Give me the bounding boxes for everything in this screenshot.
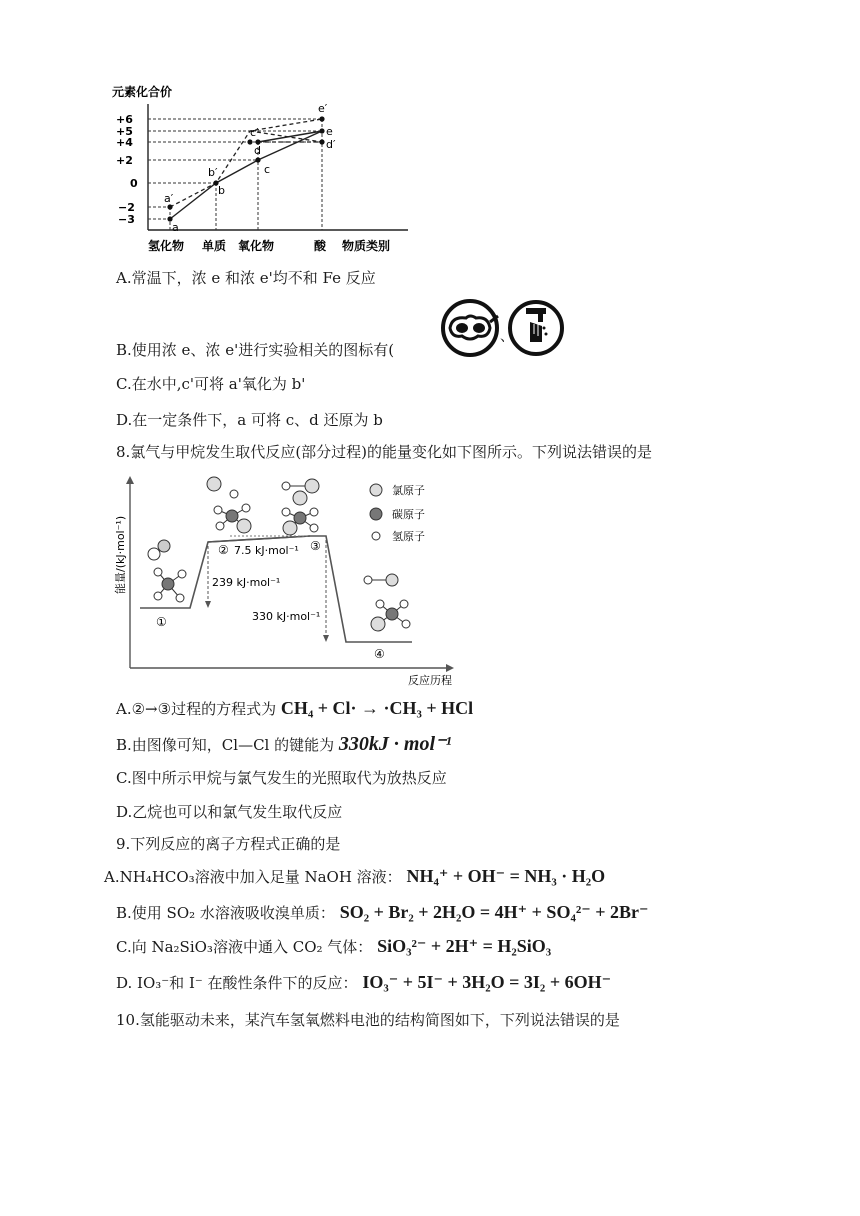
goggles-icon [438, 298, 502, 358]
state-label: ④ [374, 647, 385, 661]
x-tick: 氢化物 [148, 239, 185, 253]
q9-option-c-formula: SiO₃²⁻ + 2H⁺ = H₂SiO₃ [377, 936, 552, 956]
x-tick: 单质 [202, 239, 227, 253]
q9-option-d-formula: IO₃⁻ + 5I⁻ + 3H₂O = 3I₂ + 6OH⁻ [362, 972, 612, 992]
energy-profile-diagram [110, 474, 470, 688]
legend [370, 483, 425, 543]
q8-option-b-formula: 330kJ · mol⁻¹ [338, 733, 452, 755]
q9-option-d [116, 972, 611, 993]
q7-option-b: B.使用浓 e、浓 e'进行实验相关的图标有( [116, 341, 395, 359]
x-axis-title: 反应历程 [408, 674, 452, 687]
energy-label: 7.5 kJ·mol⁻¹ [234, 544, 299, 557]
q8-option-c: C.图中所示甲烷与氯气发生的光照取代为放热反应 [116, 769, 447, 787]
y-axis-title: 能量/(kJ·mol⁻¹) [114, 515, 127, 594]
point-label: a [172, 221, 179, 234]
q8-stem: 8.氯气与甲烷发生取代反应(部分过程)的能量变化如下图所示。下列说法错误的是 [116, 443, 653, 461]
q9-option-b-text: B.使用 SO₂ 水溶液吸收溴单质： [116, 904, 335, 922]
q9-option-a [104, 866, 605, 887]
state-label: ② [218, 543, 229, 557]
legend-item: 碳原子 [392, 508, 425, 521]
q9-option-c-text: C.向 Na₂SiO₃溶液中通入 CO₂ 气体： [116, 938, 373, 956]
y-tick: −3 [118, 213, 135, 226]
point-label: b [218, 184, 225, 197]
q8-option-a-formula: CH₄ + Cl· → ·CH₃ + HCl [280, 698, 474, 718]
point-label: d′ [326, 138, 336, 151]
q7-option-a: A.常温下，浓 e 和浓 e'均不和 Fe 反应 [116, 269, 376, 287]
q8-option-b [116, 734, 452, 755]
x-tick: 酸 [314, 239, 327, 253]
point-label: a′ [164, 192, 174, 205]
point-label: b′ [208, 166, 218, 179]
y-tick: 0 [130, 177, 138, 190]
q9-option-b-formula: SO₂ + Br₂ + 2H₂O = 4H⁺ + SO₄²⁻ + 2Br⁻ [339, 902, 649, 922]
q7-option-d: D.在一定条件下，a 可将 c、d 还原为 b [116, 411, 383, 429]
icon-separator: 、 [500, 329, 514, 345]
q9-option-a-formula: NH₄⁺ + OH⁻ = NH₃ · H₂O [406, 866, 606, 886]
q10-stem: 10.氢能驱动未来，某汽车氢氧燃料电池的结构简图如下，下列说法错误的是 [116, 1011, 620, 1029]
q9-option-b [116, 902, 649, 923]
q8-option-d: D.乙烷也可以和氯气发生取代反应 [116, 803, 343, 821]
state-label: ③ [310, 539, 321, 553]
q7-option-c: C.在水中,c'可将 a'氧化为 b' [116, 375, 306, 393]
y-axis-title: 元素化合价 [112, 85, 173, 99]
energy-label: 330 kJ·mol⁻¹ [252, 610, 321, 623]
wash-hands-icon [506, 298, 566, 358]
q9-option-a-text: A.NH₄HCO₃溶液中加入足量 NaOH 溶液： [104, 868, 402, 886]
legend-item: 氯原子 [392, 484, 425, 497]
q9-stem: 9.下列反应的离子方程式正确的是 [116, 835, 341, 853]
x-axis-title: 物质类别 [342, 239, 391, 253]
point-label: c [264, 163, 271, 176]
y-tick: +6 [116, 113, 133, 126]
y-tick: +5 [116, 125, 133, 138]
state-label: ① [156, 615, 167, 629]
point-label: c′ [250, 126, 259, 139]
q8-option-a [116, 698, 473, 719]
y-tick: +4 [116, 136, 133, 149]
point-label: e′ [318, 102, 328, 115]
x-tick: 氧化物 [238, 239, 275, 253]
energy-label: 239 kJ·mol⁻¹ [212, 576, 281, 589]
q9-option-d-text: D. IO₃⁻和 I⁻ 在酸性条件下的反应： [116, 974, 358, 992]
point-label: d [254, 144, 261, 157]
q8-option-a-text: A.②→③过程的方程式为 [116, 700, 277, 718]
y-tick: +2 [116, 154, 133, 167]
q9-option-c [116, 936, 551, 957]
legend-item: 氢原子 [392, 530, 425, 543]
q8-option-b-text: B.由图像可知，Cl—Cl 的键能为 [116, 736, 335, 754]
valence-class-diagram [108, 80, 438, 260]
point-label: e [326, 125, 333, 138]
y-tick: −2 [118, 201, 135, 214]
